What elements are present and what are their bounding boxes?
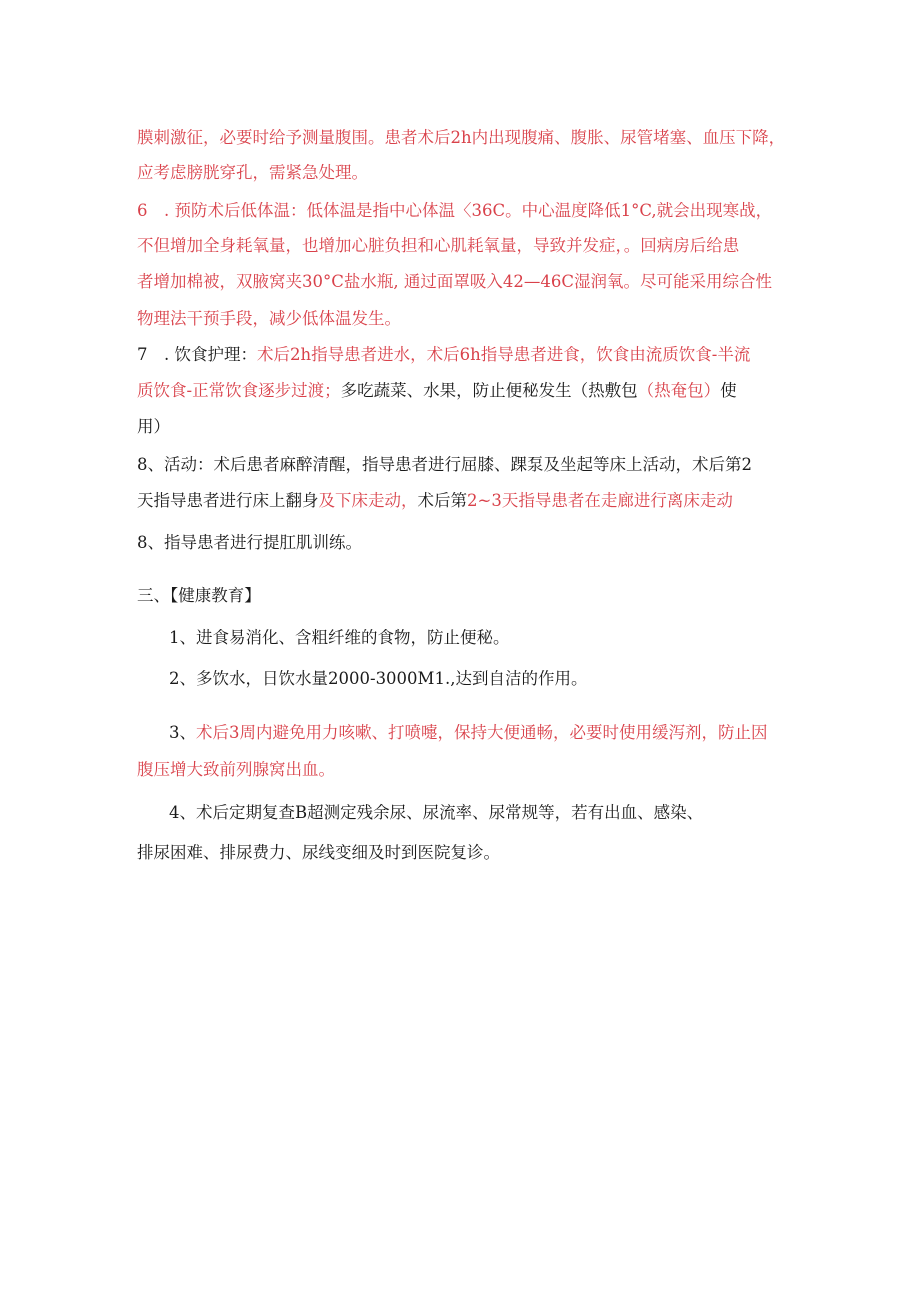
p7-line2-part1: 质饮食-正常饮食逐步过渡； xyxy=(137,381,341,400)
edu-item-4: 4、术后定期复查B超测定残余尿、尿流率、尿常规等，若有出血、感染、 xyxy=(169,803,704,822)
p7-line1-label: 7 . 饮食护理： xyxy=(137,345,257,364)
p7-line3: 用） xyxy=(137,417,170,436)
edu-item-3-num: 3、 xyxy=(169,723,196,742)
p6-line3: 者增加棉被，双腋窝夹30°C盐水瓶, 通过面罩吸入42—46C湿润氧。尽可能采用综合性 xyxy=(137,272,772,291)
edu-item-3-line2: 腹压增大致前列腺窝出血。 xyxy=(137,760,335,779)
p7-line2-part3: （热奄包） xyxy=(637,381,721,400)
section-title: 三、【健康教育】 xyxy=(137,586,261,605)
p6-line1: 6 . 预防术后低体温：低体温是指中心体温〈36C。中心温度降低1°C,就会出现寒战， xyxy=(137,201,773,220)
p7-line2 xyxy=(137,380,737,402)
edu-item-1: 1、进食易消化、含粗纤维的食物，防止便秘。 xyxy=(169,628,510,647)
edu-item-4-line2: 排尿困难、排尿费力、尿线变细及时到医院复诊。 xyxy=(137,843,500,862)
p8-line1: 8、活动：术后患者麻醉清醒，指导患者进行屈膝、踝泵及坐起等床上活动，术后第2 xyxy=(137,455,752,474)
p6-line2: 不但增加全身耗氧量，也增加心脏负担和心肌耗氧量，导致并发症，。回病房后给患 xyxy=(137,236,740,255)
edu-item-3-text: 术后3周内避免用力咳嗽、打喷嚏，保持大便通畅，必要时使用缓泻剂，防止因 xyxy=(196,723,768,742)
edu-item-3 xyxy=(169,722,768,744)
p7-line1-text: 术后2h指导患者进水，术后6h指导患者进食，饮食由流质饮食-半流 xyxy=(257,345,751,364)
p7-line1 xyxy=(137,344,750,366)
p6-line4: 物理法干预手段，减少低体温发生。 xyxy=(137,309,401,328)
p8-line2 xyxy=(137,490,733,512)
p7-line2-part2: 多吃蔬菜、水果，防止便秘发生（热敷包 xyxy=(340,381,638,400)
p8-line2-part2: 及下床走动， xyxy=(318,491,418,510)
edu-item-2: 2、多饮水，日饮水量2000-3000M1.,达到自洁的作用。 xyxy=(169,669,588,688)
p1-line1: 膜刺激征，必要时给予测量腹围。患者术后2h内出现腹痛、腹胀、尿管堵塞、血压下降， xyxy=(137,128,786,147)
p8-line3: 8、指导患者进行提肛肌训练。 xyxy=(137,533,362,552)
p7-line2-part4: 使 xyxy=(720,381,737,400)
p8-line2-part3: 术后第 xyxy=(417,491,467,510)
p8-line2-part4: 2~3天指导患者在走廊进行离床走动 xyxy=(467,491,733,510)
p1-line2: 应考虑膀胱穿孔，需紧急处理。 xyxy=(137,163,368,182)
p8-line2-part1: 天指导患者进行床上翻身 xyxy=(137,491,319,510)
